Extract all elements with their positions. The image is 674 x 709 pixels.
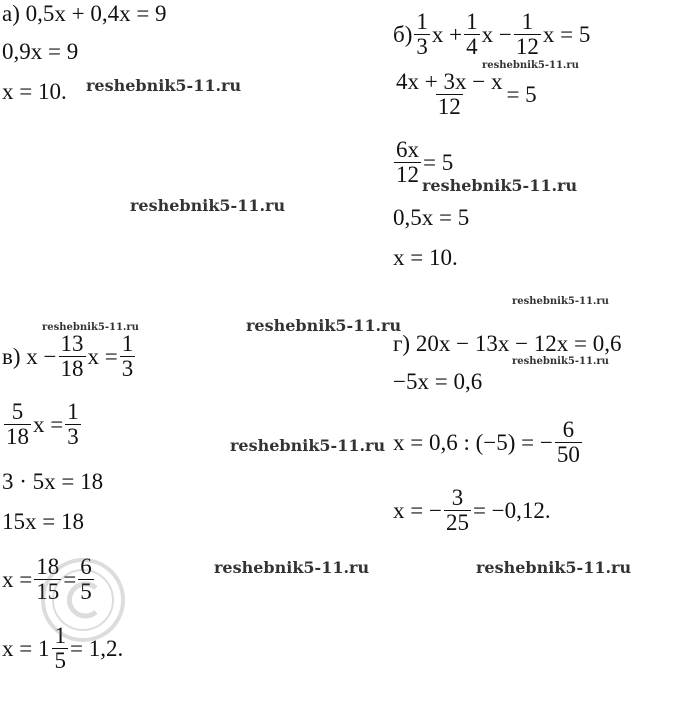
fraction: $\frac{6}{50}$ bbox=[556, 417, 580, 467]
fraction: $\frac{1}{3}$ bbox=[121, 331, 134, 381]
fraction: $\frac{1}{5}$ bbox=[54, 623, 66, 673]
watermark: reshebnik5-11.ru bbox=[512, 356, 609, 367]
fraction: $\frac{1}{12}$ bbox=[515, 9, 539, 59]
watermark: reshebnik5-11.ru bbox=[422, 176, 578, 195]
task-b-line-2: $\frac{4x + 3x - x}{12}$ = 5 bbox=[396, 69, 537, 119]
fraction: $\frac{5}{18}$ bbox=[6, 399, 29, 449]
fraction: $\frac{1}{4}$ bbox=[466, 9, 478, 59]
fraction: $\frac{6x}{12}$ bbox=[396, 137, 419, 187]
watermark: reshebnik5-11.ru bbox=[130, 196, 286, 215]
task-v-line-6: x = 1 $\frac{1}{5}$ = 1,2. bbox=[2, 623, 124, 673]
task-b-line-1: б) $\frac{1}{3}$ x + $\frac{1}{4}$ x − $\frac{1}{12}$ x = 5 bbox=[393, 9, 591, 59]
task-v-line-3: 3 · 5x = 18 bbox=[2, 469, 104, 494]
fraction: $\frac{4x + 3x - x}{12}$ bbox=[396, 69, 503, 119]
task-g-line-1: г) 20x − 13x − 12x = 0,6 bbox=[393, 331, 622, 356]
watermark: reshebnik5-11.ru bbox=[42, 322, 139, 333]
task-v-line-1: в) x − $\frac{13}{18}$ x = $\frac{1}{3}$ bbox=[2, 331, 134, 381]
watermark: reshebnik5-11.ru bbox=[86, 76, 242, 95]
watermark: reshebnik5-11.ru bbox=[246, 316, 402, 335]
fraction: $\frac{1}{3}$ bbox=[416, 9, 428, 59]
task-a-line-1: а) 0,5x + 0,4x = 9 bbox=[2, 1, 167, 26]
watermark: reshebnik5-11.ru bbox=[476, 558, 632, 577]
fraction: $\frac{6}{5}$ bbox=[80, 554, 92, 604]
task-b-line-3: $\frac{6x}{12}$ = 5 bbox=[396, 137, 454, 187]
task-a-line-3: x = 10. bbox=[2, 79, 67, 104]
watermark: reshebnik5-11.ru bbox=[230, 436, 386, 455]
fraction: $\frac{3}{25}$ bbox=[445, 485, 469, 535]
task-a-line-2: 0,9x = 9 bbox=[2, 39, 79, 64]
task-g-line-4: x = − $\frac{3}{25}$ = −0,12. bbox=[393, 485, 551, 535]
task-v-line-2: $\frac{5}{18}$ x = $\frac{1}{3}$ bbox=[6, 399, 79, 449]
task-b-line-4: 0,5x = 5 bbox=[393, 205, 470, 230]
watermark: reshebnik5-11.ru bbox=[482, 60, 579, 71]
watermark: reshebnik5-11.ru bbox=[214, 558, 370, 577]
fraction: $\frac{13}{18}$ bbox=[60, 331, 84, 381]
task-g-line-2: −5x = 0,6 bbox=[393, 369, 483, 394]
watermark: reshebnik5-11.ru bbox=[512, 296, 609, 307]
task-v-line-5: x = $\frac{18}{15}$ = $\frac{6}{5}$ bbox=[2, 554, 92, 604]
fraction: $\frac{18}{15}$ bbox=[36, 554, 60, 604]
task-b-label: б) bbox=[393, 21, 413, 47]
fraction: $\frac{1}{3}$ bbox=[67, 399, 79, 449]
copyright-stamp-icon bbox=[18, 540, 148, 650]
task-g-line-3: x = 0,6 : (−5) = − $\frac{6}{50}$ bbox=[393, 417, 580, 467]
task-v-line-4: 15x = 18 bbox=[2, 509, 84, 534]
task-b-line-5: x = 10. bbox=[393, 245, 458, 270]
